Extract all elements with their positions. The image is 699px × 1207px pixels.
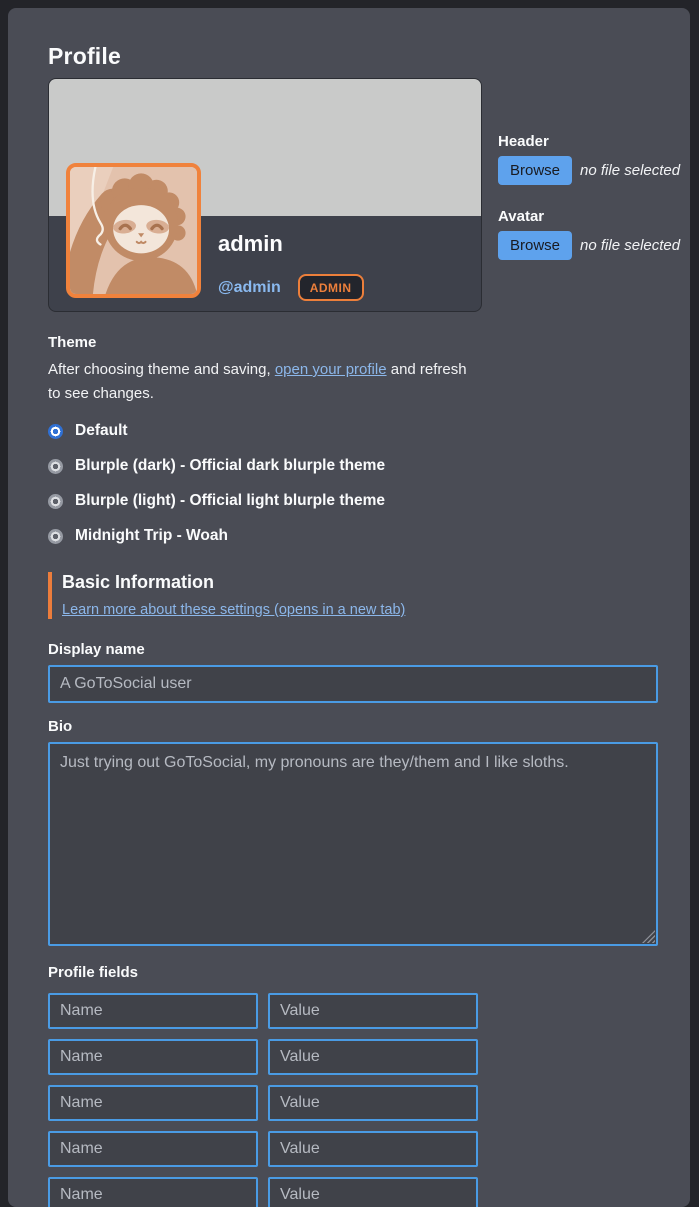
theme-options (48, 422, 658, 545)
profile-field-row (48, 1039, 658, 1075)
radio-icon[interactable] (48, 424, 63, 439)
theme-option[interactable] (48, 422, 658, 440)
field-value-input[interactable] (268, 1039, 478, 1075)
profile-field-row (48, 1085, 658, 1121)
role-badge: ADMIN (298, 274, 364, 301)
field-name-input[interactable] (48, 1177, 258, 1207)
settings-panel (8, 8, 690, 1207)
preview-identity (218, 231, 364, 301)
field-name-input[interactable] (48, 1085, 258, 1121)
avatar (66, 163, 201, 298)
theme-option-label: Midnight Trip - Woah (75, 527, 228, 544)
avatar-upload-label: Avatar (498, 208, 545, 225)
profile-field-row (48, 993, 658, 1029)
basic-information-heading: Basic Information (62, 572, 215, 592)
theme-option-label: Blurple (dark) - Official dark blurple theme (75, 457, 386, 474)
learn-more-link[interactable]: Learn more about these settings (opens in a new tab) (62, 602, 406, 618)
radio-icon[interactable] (48, 459, 63, 474)
profile-preview-row (48, 78, 681, 312)
header-browse-button[interactable]: Browse (498, 156, 572, 185)
bio-textarea[interactable] (48, 742, 658, 946)
display-name-input[interactable] (48, 665, 658, 703)
avatar-upload-group (498, 208, 680, 260)
field-name-input[interactable] (48, 1131, 258, 1167)
bio-label: Bio (48, 718, 73, 735)
theme-hint-after: and refresh to see changes. (48, 361, 467, 402)
theme-option[interactable] (48, 527, 658, 545)
header-file-status: no file selected (580, 162, 681, 179)
theme-option-label: Blurple (light) - Official light blurple theme (75, 492, 385, 509)
preview-display-name: admin (218, 231, 283, 256)
avatar-browse-button[interactable]: Browse (498, 231, 572, 260)
profile-field-row (48, 1131, 658, 1167)
theme-section (48, 334, 658, 545)
header-upload-label: Header (498, 133, 549, 150)
field-value-input[interactable] (268, 993, 478, 1029)
theme-hint-before: After choosing theme and saving, (48, 361, 275, 378)
profile-field-row (48, 1177, 658, 1207)
profile-fields-label: Profile fields (48, 964, 139, 981)
theme-label: Theme (48, 334, 97, 351)
avatar-file-status: no file selected (580, 237, 681, 254)
bio-textarea-wrap (48, 742, 658, 946)
profile-fields-list (48, 993, 658, 1207)
field-name-input[interactable] (48, 993, 258, 1029)
field-value-input[interactable] (268, 1131, 478, 1167)
basic-information-section (48, 572, 658, 619)
header-upload-group (498, 133, 680, 185)
theme-hint (48, 358, 473, 406)
field-value-input[interactable] (268, 1085, 478, 1121)
field-value-input[interactable] (268, 1177, 478, 1207)
radio-icon[interactable] (48, 494, 63, 509)
theme-option[interactable] (48, 492, 658, 510)
field-name-input[interactable] (48, 1039, 258, 1075)
preview-username: @admin (218, 278, 281, 296)
theme-option-label: Default (75, 422, 128, 439)
radio-icon[interactable] (48, 529, 63, 544)
page-title: Profile (48, 43, 121, 69)
open-profile-link[interactable]: open your profile (274, 361, 387, 378)
sloth-avatar-illustration (70, 167, 197, 294)
theme-option[interactable] (48, 457, 658, 475)
profile-preview-card (48, 78, 482, 312)
display-name-label: Display name (48, 641, 145, 658)
upload-column (482, 78, 680, 312)
